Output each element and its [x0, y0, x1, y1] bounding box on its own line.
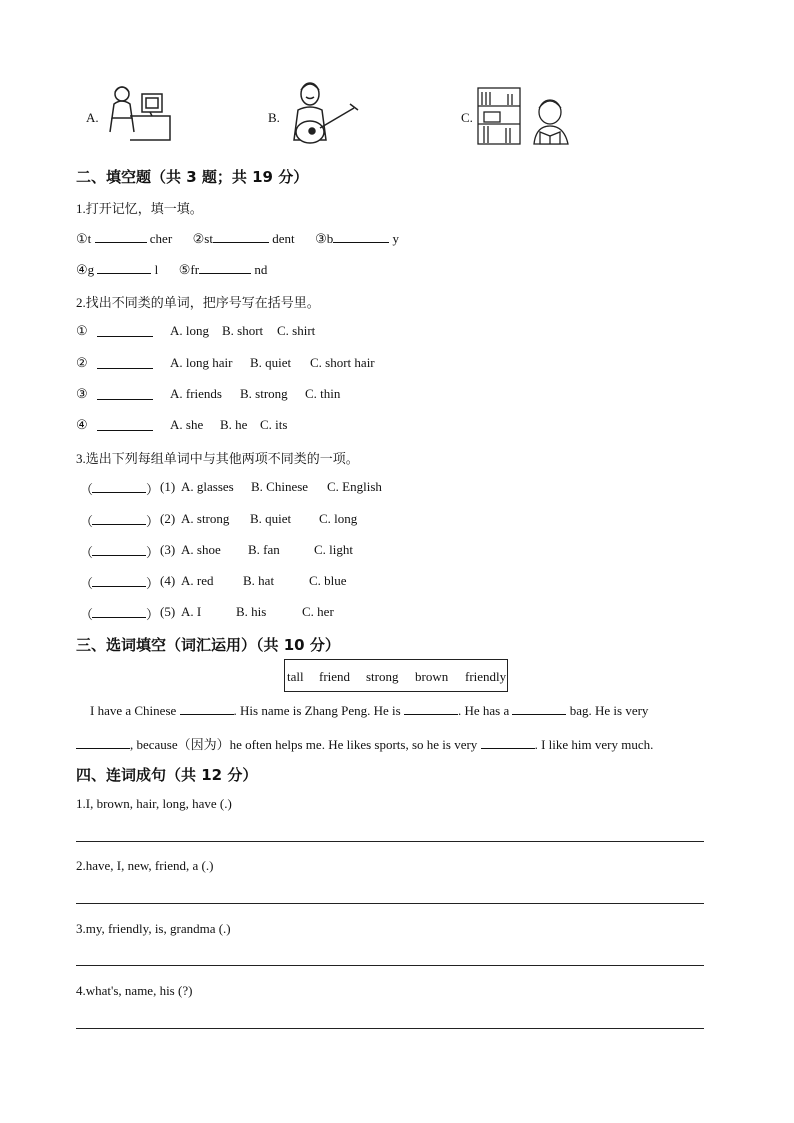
sentence-prompt-4: 4.what's, name, his (?) [76, 983, 193, 998]
q3-option-a: A. I [181, 604, 202, 619]
q3-option-a: A. red [181, 573, 214, 588]
q2-option-b: B. short [222, 323, 264, 338]
word-bank-item: tall [287, 669, 304, 684]
q1-item-5-num: ⑤fr [178, 262, 200, 277]
q1-row-1 [76, 230, 399, 247]
q2-row-num: ④ [76, 417, 88, 432]
q3-option-a: A. strong [181, 511, 230, 526]
q1-item-3-blank[interactable] [333, 230, 389, 243]
q1-item-1-tail: cher [149, 231, 173, 246]
passage-blank-3[interactable] [512, 702, 566, 715]
q2-answer-blank[interactable] [97, 356, 153, 369]
q1-item-3-tail: y [392, 231, 400, 246]
q3-option-b: B. hat [243, 573, 275, 588]
passage-blank-5[interactable] [481, 736, 535, 749]
q2-option-c: C. shirt [277, 323, 316, 338]
q1-item-4-tail: l [154, 262, 159, 277]
picture-c-label: C. [461, 110, 473, 125]
q3-answer-blank[interactable] [92, 574, 146, 587]
q3-paren-close: ） [146, 482, 160, 497]
q1-item-1-num: ①t [76, 231, 92, 246]
passage-text: . His name is Zhang Peng. He is [233, 703, 401, 718]
q3-option-c: C. her [302, 604, 334, 619]
word-bank-item: friend [319, 669, 351, 684]
q3-option-b: B. fan [248, 542, 280, 557]
q3-paren-open: （ [80, 514, 94, 529]
q1-item-3-num: ③b [315, 231, 334, 246]
q2-answer-blank[interactable] [97, 387, 153, 400]
q3-paren-close: ） [146, 576, 160, 591]
q3-answer-blank[interactable] [92, 605, 146, 618]
answer-line-3[interactable] [76, 965, 704, 966]
word-bank-box [284, 659, 508, 692]
q2-row-num: ② [76, 355, 88, 370]
picture-b-label: B. [268, 110, 280, 125]
q2-option-c: C. its [260, 417, 288, 432]
passage-line-2 [76, 734, 653, 753]
passage-text: bag. He is very [569, 703, 649, 718]
passage-blank-2[interactable] [404, 702, 458, 715]
q3-answer-blank[interactable] [92, 512, 146, 525]
q3-option-b: B. Chinese [251, 479, 309, 494]
q3-option-c: C. light [314, 542, 354, 557]
q3-paren-open: （ [80, 482, 94, 497]
q2-row-num: ③ [76, 386, 88, 401]
q1-item-2-num: ②st [192, 231, 213, 246]
answer-line-1[interactable] [76, 841, 704, 842]
q2-option-c: C. thin [305, 386, 341, 401]
passage-text: I have a Chinese [90, 703, 177, 718]
q3-paren-close: ） [146, 545, 160, 560]
q3-paren-close: ） [146, 514, 160, 529]
passage-text: . I like him very much. [534, 737, 654, 752]
q3-answer-blank[interactable] [92, 480, 146, 493]
person-at-computer-icon [104, 80, 174, 144]
person-playing-guitar-icon [284, 80, 364, 152]
q2-prompt: 2.找出不同类的单词，把序号写在括号里。 [76, 295, 320, 310]
q2-option-a: A. long hair [170, 355, 233, 370]
q1-prompt: 1.打开记忆，填一填。 [76, 201, 203, 216]
passage-blank-4[interactable] [76, 736, 130, 749]
q3-row-num: (4) [160, 573, 176, 588]
q3-answer-blank[interactable] [92, 543, 146, 556]
q1-item-4-blank[interactable] [97, 261, 151, 274]
q3-option-c: C. long [319, 511, 358, 526]
q3-paren-open: （ [80, 545, 94, 560]
passage-text: , because（因为）he often helps me. He likes sports, so he is very [130, 737, 478, 752]
q3-option-a: A. shoe [181, 542, 221, 557]
section-3-title: 三、选词填空（词汇运用）（共 10 分） [76, 636, 340, 654]
q3-option-c: C. English [327, 479, 382, 494]
sentence-prompt-3: 3.my, friendly, is, grandma (.) [76, 921, 231, 936]
q1-item-5-tail: nd [254, 262, 268, 277]
q3-option-b: B. quiet [250, 511, 292, 526]
q2-answer-blank[interactable] [97, 324, 153, 337]
q2-option-b: B. strong [240, 386, 288, 401]
q2-row-num: ① [76, 323, 88, 338]
q3-row-num: (3) [160, 542, 176, 557]
sentence-prompt-1: 1.I, brown, hair, long, have (.) [76, 796, 232, 811]
q2-option-a: A. long [170, 323, 209, 338]
word-bank-item: strong [366, 669, 399, 684]
passage-blank-1[interactable] [180, 702, 234, 715]
q3-paren-open: （ [80, 607, 94, 622]
q1-item-1-blank[interactable] [95, 230, 147, 243]
q1-item-5-blank[interactable] [199, 261, 251, 274]
q2-option-c: C. short hair [310, 355, 375, 370]
word-bank-item: brown [415, 669, 449, 684]
q1-row-2 [76, 261, 267, 278]
answer-line-4[interactable] [76, 1028, 704, 1029]
q3-prompt: 3.选出下列每组单词中与其他两项不同类的一项。 [76, 451, 359, 466]
sentence-prompt-2: 2.have, I, new, friend, a (.) [76, 858, 214, 873]
q3-paren-open: （ [80, 576, 94, 591]
q1-item-2-blank[interactable] [213, 230, 269, 243]
q2-option-a: A. friends [170, 386, 222, 401]
q1-item-2-tail: dent [272, 231, 295, 246]
q3-option-a: A. glasses [181, 479, 234, 494]
q3-option-c: C. blue [309, 573, 347, 588]
passage-text: . He has a [457, 703, 510, 718]
answer-line-2[interactable] [76, 903, 704, 904]
word-bank-item: friendly [465, 669, 507, 684]
q2-option-b: B. quiet [250, 355, 292, 370]
q2-option-a: A. she [170, 417, 204, 432]
q1-item-4-num: ④g [76, 262, 95, 277]
q3-option-b: B. his [236, 604, 267, 619]
q2-answer-blank[interactable] [97, 418, 153, 431]
bookshelf-and-reader-icon [476, 86, 582, 148]
q3-row-num: (2) [160, 511, 176, 526]
picture-a-label: A. [86, 110, 99, 125]
section-4-title: 四、连词成句（共 12 分） [76, 766, 258, 784]
q3-paren-close: ） [146, 607, 160, 622]
section-2-title: 二、填空题（共 3 题；共 19 分） [76, 168, 309, 186]
q3-row-num: (1) [160, 479, 176, 494]
q3-row-num: (5) [160, 604, 176, 619]
passage-line-1 [90, 702, 648, 719]
q2-option-b: B. he [220, 417, 248, 432]
